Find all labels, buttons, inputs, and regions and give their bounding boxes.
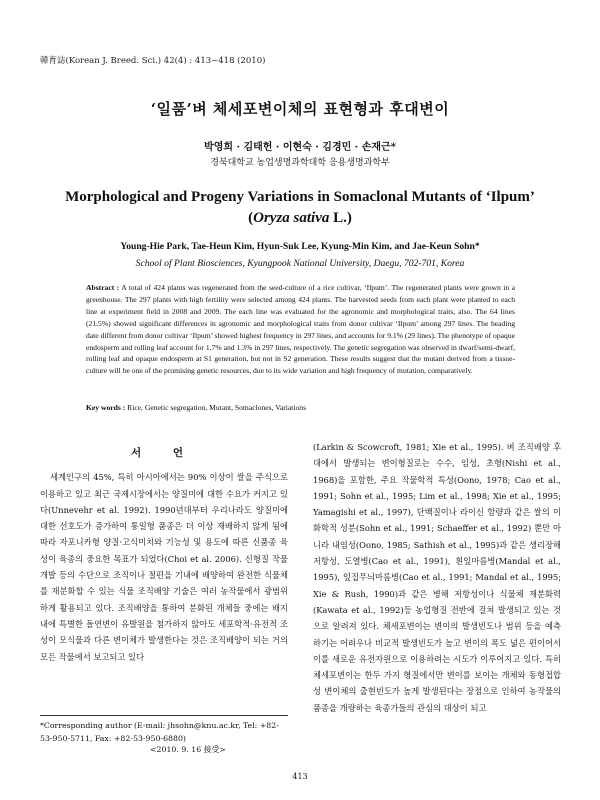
left-column [40,445,288,665]
korean-title: ‘일품’벼 체세포변이체의 표현형과 후대변이 [150,100,450,118]
intro-paragraph-continued: (Larkin & Scowcroft, 1981; Xie et al., 1995). 벼 조직배양 후대에서 발생되는 변이형질로는 수수, 임성, 초형(Nishi et al., 1968)을 포함한, 주요 작물학적 특성(Oono, 1978; Cao et al., 1991; Sohn et al., 1995; Lim et al., 1998; Xie et al., 1995; Yamagishi et al., 1997), 단백질이나 라이신 함량과 같은 쌀의 이화학적 성분(Sohn et al., 1991; Schaeffer et al., 1992) 뿐만 아니라 내염성(Oono, 1985; Sathish et al., 1995)과 같은 생리장해 저항성, 도열병(Cao et al., 1991), 흰잎마름병(Mandal et al., 1995), 잎집무늬마름병(Cao et al., 1991; Mandal et al., 1995; Xie & Rush, 1990)과 같은 병해 저항성이나 식물체 재분화력(Kawata et al., 1992)등 농업형질 전반에 걸쳐 발생되고 있는 것으로 알려져 있다. 체세포변이는 변이의 발생빈도나 범위 등을 예측하기는 어려우나 비교적 발생빈도가 높고 변이의 폭도 넓은 편이어서 이를 새로운 유전자원으로 이용하려는 시도가 이루어지고 있다. 특히 체세포변이는 한두 가지 형질에서만 변이를 보이는 개체와 동형접합성 변이체의 출현빈도가 높게 발생된다는 장점으로 인하여 농작물의 품종을 개량하는 육종가들의 관심의 대상이 되고 [313,442,561,713]
abstract-label: Abstract : [86,283,120,292]
keywords-text: Rice, Genetic segregation, Mutant, Somaclones, Variations [127,403,307,412]
keywords [86,403,515,412]
section-title: 서 언 [131,447,197,459]
journal-header: 韓育誌(Korean J. Breed. Sci.) 42(4) : 413~418 (2010) [40,56,266,66]
received-date: <2010. 9. 16 接受> [150,745,226,754]
footnote-divider [40,715,288,716]
korean-authors: 박영희 · 김태헌 · 이현숙 · 김경민 · 손재근* [204,142,396,153]
species-name: Oryza sativa [253,210,330,226]
right-column [313,439,561,716]
keywords-label: Key words : [86,403,126,412]
english-title-end: L.) [329,210,352,226]
corresponding-author-footnote: *Corresponding author (E-mail: jhsohn@knu.ac.kr, Tel: +82-53-950-5711, Fax: +82-53-950-6880) [40,721,279,743]
english-title [60,187,540,229]
english-authors: Young-Hie Park, Tae-Heun Kim, Hyun-Suk Lee, Kyung-Min Kim, and Jae-Keun Sohn* [120,241,480,252]
abstract [86,282,515,377]
page-number: 413 [292,772,308,781]
abstract-text: A total of 424 plants was regenerated from the seed-culture of a rice cultivar, ‘Ilpum’. The regenerated plants were grown in a greenhouse. The 297 plants with high fertility were selected among 424 plants. The harvested seeds from each plant were planted to each line at experiment field in 2008 and 2009. The each line was evaluated for the agronomic and morphological traits, also. The 64 lines (21.5%) showed significant differences in agronomic and morphological traits from donor cultivar ‘Ilpum’ among 297 lines. The heading date different from donor cultivar ‘Ilpum’ showed highest frequency in 297 lines, and accounts for 9.1% (29 lines). The phenotype of opaque endosperm and rolling leaf account for 1.7% and 1.3% in 297 lines, respectively. The genetic segregation was observed in dwarf/semi-dwarf, rolling leaf and opaque endosperm at S1 generation, but not in S2 generation. These results suggest that the mutant derived from a tissue-culture will be one of the promising genetic resources, due to its wide variation and high frequency of mutation, comparatively. [86,283,515,376]
intro-paragraph: 세계인구의 45%, 특히 아시아에서는 90% 이상이 쌀을 주식으로 이용하고 있고 최근 국제시장에서는 양질미에 대한 수요가 커지고 있다(Unnevehr et al. 1992). 1990년대부터 우리나라도 양질미에 대한 선호도가 증가하여 통일형 품종은 더 이상 재배하지 않게 됨에 따라 자포니카형 양질·고식미치와 기능성 및 용도에 따른 신품종 육성이 육종의 중요한 목표가 되었다(Choi et al. 2006). 신형질 작물 개발 등의 수단으로 조직이나 절편을 기내에 배양하여 완전한 식물체를 재분화할 수 있는 식물 조직배양 기술은 여러 농작물에서 광범위하게 활용되고 있다. 조직배양을 통하여 분화된 개체들 중에는 배지 내에 특별한 돌연변이 유발원을 첨가하지 않아도 세포학적·유전적 조성이 모식물과 다른 변이체가 발생한다는 것은 조직배양이 되는 거의 모든 작물에서 보고되고 있다 [40,472,288,662]
english-title-main: Morphological and Progeny Variations in Somaclonal Mutants of ‘Ilpum’ ( [65,189,535,226]
korean-affiliation: 경북대학교 농업생명과학대학 응용생명과학부 [210,158,390,168]
english-affiliation: School of Plant Biosciences, Kyungpook National University, Daegu, 702-701, Korea [135,258,465,269]
